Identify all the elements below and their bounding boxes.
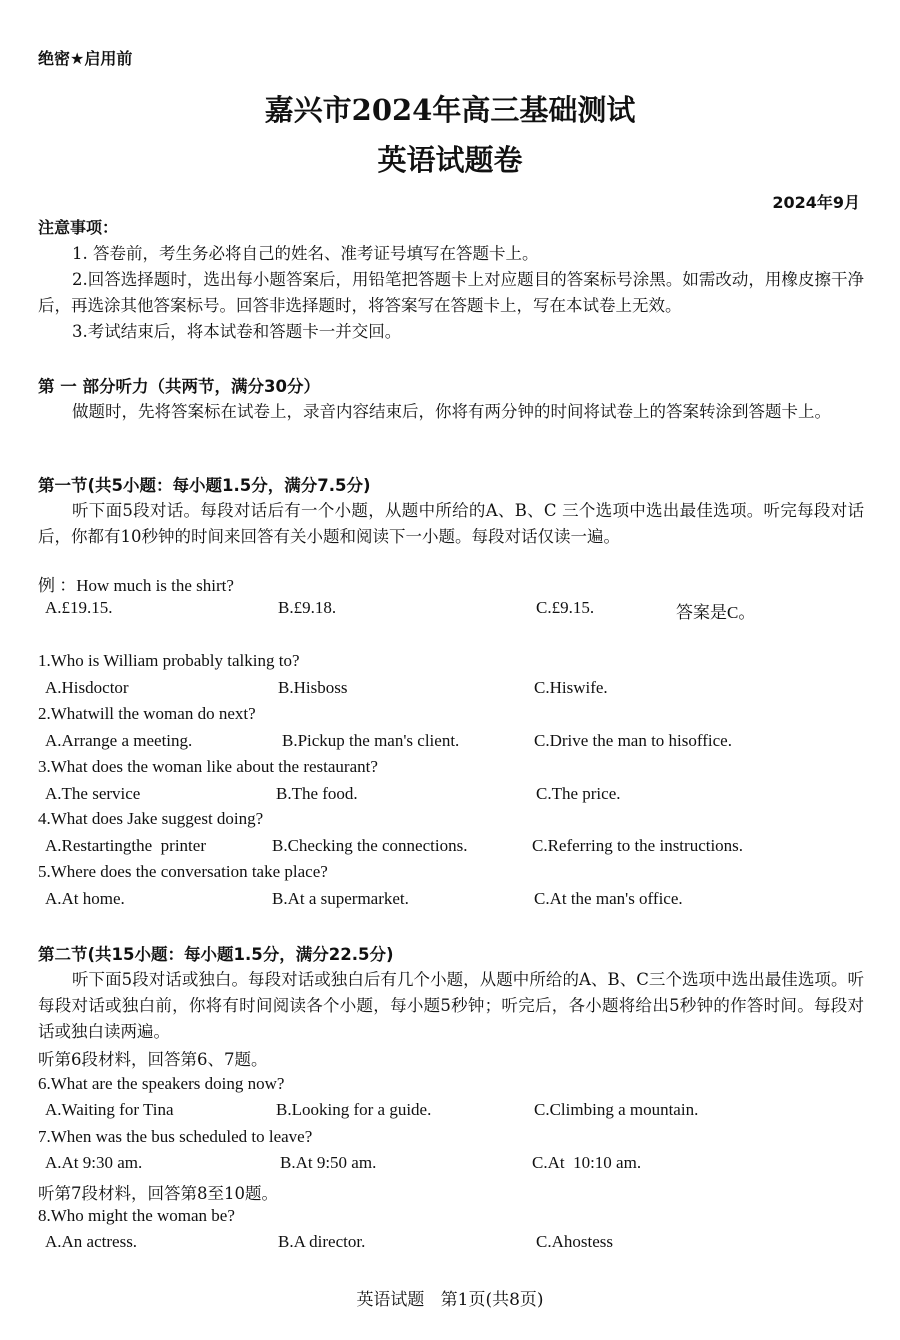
question-7-option-a: A.At 9:30 am. [45, 1153, 143, 1172]
notice-heading: 注意事项： [38, 218, 119, 237]
exam-subtitle: 英语试题卷 [377, 143, 523, 177]
example-option-b: B.£9.18. [278, 598, 337, 617]
question-8: 8.Who might the woman be? [38, 1206, 235, 1225]
section2-intro: 听下面5段对话或独白。每段对话或独白后有几个小题，从题中所给的A、B、C三个选项中选出最佳选项。听每段对话或独白前，你将有时间阅读各个小题，每小题5秒钟；听完后，各小题将给出5秒钟的作答时间。每段对话或独白读两遍。 [38, 970, 864, 1041]
question-3: 3.What does the woman like about the restaurant? [38, 757, 378, 776]
question-7-option-c: C.At 10:10 am. [532, 1153, 642, 1172]
question-3-option-a: A.The service [45, 784, 141, 803]
question-3-option-b: B.The food. [276, 784, 358, 803]
example-answer: 答案是C。 [676, 603, 756, 622]
notice-item-3: 3.考试结束后，将本试卷和答题卡一并交回。 [72, 322, 402, 341]
question-1: 1.Who is William probably talking to? [38, 651, 300, 670]
page-footer: 英语试题 第1页(共8页) [356, 1290, 544, 1310]
question-5-option-c: C.At the man's office. [534, 889, 683, 908]
question-6-option-b: B.Looking for a guide. [276, 1100, 432, 1119]
material-7-instruction: 听第7段材料，回答第8至10题。 [38, 1184, 278, 1203]
question-5-option-a: A.At home. [45, 889, 125, 908]
question-2-option-b: B.Pickup the man's client. [282, 731, 460, 750]
section1-intro: 听下面5段对话。每段对话后有一个小题，从题中所给的A、B、C 三个选项中选出最佳选项。听完每段对话后，你都有10秒钟的时间来回答有关小题和阅读下一小题。每段对话仅读一遍。 [38, 501, 864, 546]
notice-item-2: 2.回答选择题时，选出每小题答案后，用铅笔把答题卡上对应题目的答案标号涂黑。如需改动，用橡皮擦干净后，再选涂其他答案标号。回答非选择题时，将答案写在答题卡上，写在本试卷上无效。 [38, 270, 864, 315]
question-1-option-b: B.Hisboss [278, 678, 348, 697]
part1-heading: 第 一 部分听力（共两节，满分30分） [38, 377, 320, 396]
question-4-option-a: A.Restartingthe printer [45, 836, 206, 855]
question-4-option-c: C.Referring to the instructions. [532, 836, 744, 855]
question-1-option-a: A.Hisdoctor [45, 678, 129, 697]
question-8-option-b: B.A director. [278, 1232, 366, 1251]
confidential-label: 绝密★启用前 [38, 49, 133, 68]
question-3-option-c: C.The price. [536, 784, 621, 803]
example-question: 例 ：How much is the shirt? [38, 576, 234, 595]
exam-title: 嘉兴市2024年高三基础测试 [264, 93, 636, 127]
question-4: 4.What does Jake suggest doing? [38, 809, 264, 828]
question-6: 6.What are the speakers doing now? [38, 1074, 285, 1093]
question-6-option-c: C.Climbing a mountain. [534, 1100, 699, 1119]
example-option-c: C.£9.15. [536, 598, 595, 617]
section1-heading: 第一节(共5小题：每小题1.5分，满分7.5分) [38, 476, 371, 495]
section2-heading: 第二节(共15小题：每小题1.5分，满分22.5分) [38, 945, 394, 964]
material-6-instruction: 听第6段材料，回答第6、7题。 [38, 1050, 268, 1069]
question-5-option-b: B.At a supermarket. [272, 889, 409, 908]
question-4-option-b: B.Checking the connections. [272, 836, 468, 855]
question-8-option-c: C.Ahostess [536, 1232, 613, 1251]
question-2-option-a: A.Arrange a meeting. [45, 731, 193, 750]
question-7: 7.When was the bus scheduled to leave? [38, 1127, 313, 1146]
question-2: 2.Whatwill the woman do next? [38, 704, 256, 723]
question-7-option-b: B.At 9:50 am. [280, 1153, 377, 1172]
part1-intro: 做题时，先将答案标在试卷上，录音内容结束后，你将有两分钟的时间将试卷上的答案转涂到答题卡上。 [72, 402, 831, 421]
question-5: 5.Where does the conversation take place? [38, 862, 328, 881]
question-1-option-c: C.Hiswife. [534, 678, 608, 697]
question-2-option-c: C.Drive the man to hisoffice. [534, 731, 732, 750]
question-8-option-a: A.An actress. [45, 1232, 138, 1251]
notice-item-1: 1. 答卷前，考生务必将自己的姓名、准考证号填写在答题卡上。 [72, 244, 539, 263]
example-option-a: A.£19.15. [45, 598, 113, 617]
exam-date: 2024年9月 [772, 193, 860, 212]
question-6-option-a: A.Waiting for Tina [45, 1100, 174, 1119]
